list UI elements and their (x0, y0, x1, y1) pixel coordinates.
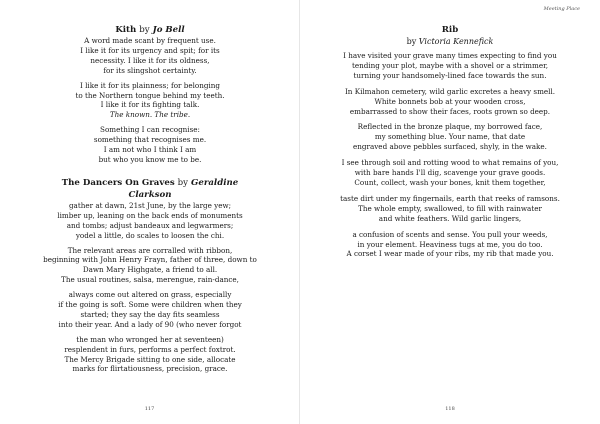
stanza (325, 51, 575, 81)
poem-line: A corset I wear made of your ribs, my rib that made you. (346, 249, 554, 259)
poem-title-dancers-on-graves: The Dancers On Graves by Geraldine Clarkson (61, 177, 239, 200)
poem-kith (40, 24, 260, 165)
poem-line: and tombs; adjust bandeaux and legwarmers; (66, 220, 234, 230)
poem-author: Jo Bell (152, 25, 185, 35)
poem-line: In Kilmahon cemetery, wild garlic excretes a heavy smell. (344, 86, 556, 96)
poem-line: A word made scant by frequent use. (84, 36, 216, 45)
poem-line: something that recognises me. (93, 135, 207, 145)
poem-line: I like it for its urgency and spit; for its (80, 45, 220, 55)
stanza (325, 194, 575, 224)
poem-line: Count, collect, wash your bones, knit them together, (354, 177, 546, 187)
right-page-content (325, 24, 575, 265)
poem-line: The known. The tribe. (109, 110, 191, 120)
poem-body (325, 51, 575, 259)
poem-line: a confusion of scents and sense. You pull your weeds, (352, 229, 548, 239)
poem-line: The whole empty, swallowed, to fill with rainwater (358, 203, 542, 213)
poem-line: my something blue. Your name, that date (374, 132, 526, 142)
poem-line: beginning with John Henry Frayn, father of three, down to (43, 255, 257, 265)
poem-title-rib: Rib (441, 25, 459, 35)
poem-line: with bare hands I'll dig, scavenge your grave goods. (354, 168, 546, 178)
poem-line: I like it for its plainness; for belonging (80, 80, 220, 90)
poem-line: marks for flirtatiousness, precision, grace. (72, 364, 228, 374)
poem-line: The Mercy Brigade sitting to one side, allocate (64, 354, 236, 364)
poem-line: embarrassed to show their faces, roots grown so deep. (349, 106, 551, 116)
poem-line: tending your plot, maybe with a shovel or a strimmer, (351, 60, 549, 70)
poem-line: I like it for its fighting talk. (100, 100, 200, 110)
stanza (40, 335, 260, 375)
poem-line: I see through soil and rotting wood to what remains of you, (341, 158, 559, 168)
poem-body (40, 36, 260, 165)
poem-line: always come out altered on grass, especially (68, 290, 232, 300)
stanza (40, 290, 260, 330)
stanza (40, 125, 260, 165)
poem-line: turning your handsomely-lined face towards the sun. (353, 70, 547, 80)
left-page-content (40, 24, 260, 379)
running-head: Meeting Place (543, 6, 580, 12)
poem-line: The relevant areas are corralled with ribbon, (67, 245, 233, 255)
stanza (40, 36, 260, 76)
poem-line: I am not who I think I am (103, 145, 197, 155)
stanza (40, 246, 260, 286)
poem-title-kith: Kith by Jo Bell (115, 25, 185, 35)
poem-line: Dawn Mary Highgate, a friend to all. (82, 265, 218, 275)
poem-line: for its slingshot certainty. (103, 65, 197, 75)
poem-line: if the going is soft. Some were children when they (58, 300, 242, 310)
poem-line: The usual routines, salsa, merengue, rain-dance, (61, 275, 239, 285)
poem-line: in your element. Heaviness tugs at me, you do too. (357, 239, 543, 249)
poem-dancers-on-graves (40, 177, 260, 375)
poem-line: resplendent in furs, performs a perfect foxtrot. (64, 344, 236, 354)
poem-line: necessity. I like it for its oldness, (90, 55, 210, 65)
stanza (325, 87, 575, 117)
poem-body (40, 201, 260, 375)
stanza (40, 201, 260, 241)
poem-line: taste dirt under my fingernails, earth that reeks of ramsons. (340, 193, 560, 203)
poem-line: I have visited your grave many times expecting to find you (343, 51, 557, 60)
poem-line: Reflected in the bronze plaque, my borrowed face, (357, 122, 543, 132)
poem-line: and white feathers. Wild garlic lingers, (378, 213, 522, 223)
page-number-right: 118 (445, 406, 455, 412)
poem-line: yodel a little, do scales to loosen the chi. (75, 230, 225, 240)
poem-line: White bonnets bob at your wooden cross, (374, 96, 526, 106)
right-page (300, 0, 600, 424)
stanza (325, 230, 575, 260)
poem-line: Something I can recognise: (100, 125, 200, 135)
poem-line: gather at dawn, 21st June, by the large yew; (68, 200, 232, 210)
stanza (325, 158, 575, 188)
poem-line: started; they say the day fits seamless (80, 309, 220, 319)
stanza (40, 81, 260, 121)
poem-line: but who you know me to be. (98, 154, 202, 164)
poem-line: the man who wronged her at seventeen) (76, 334, 224, 344)
poem-line: to the Northern tongue behind my teeth. (75, 90, 225, 100)
poem-byline: by Victoria Kennefick (406, 37, 494, 46)
poem-author: Victoria Kennefick (418, 37, 494, 46)
poem-line: into their year. And a lady of 90 (who never forgot (58, 319, 242, 329)
poem-author: Geraldine Clarkson (128, 177, 239, 200)
poem-line: engraved above pebbles surfaced, shyly, in the wake. (353, 142, 547, 152)
stanza (325, 122, 575, 152)
page-number-left: 117 (144, 406, 155, 412)
poem-line: limber up, leaning on the back ends of monuments (57, 210, 243, 220)
